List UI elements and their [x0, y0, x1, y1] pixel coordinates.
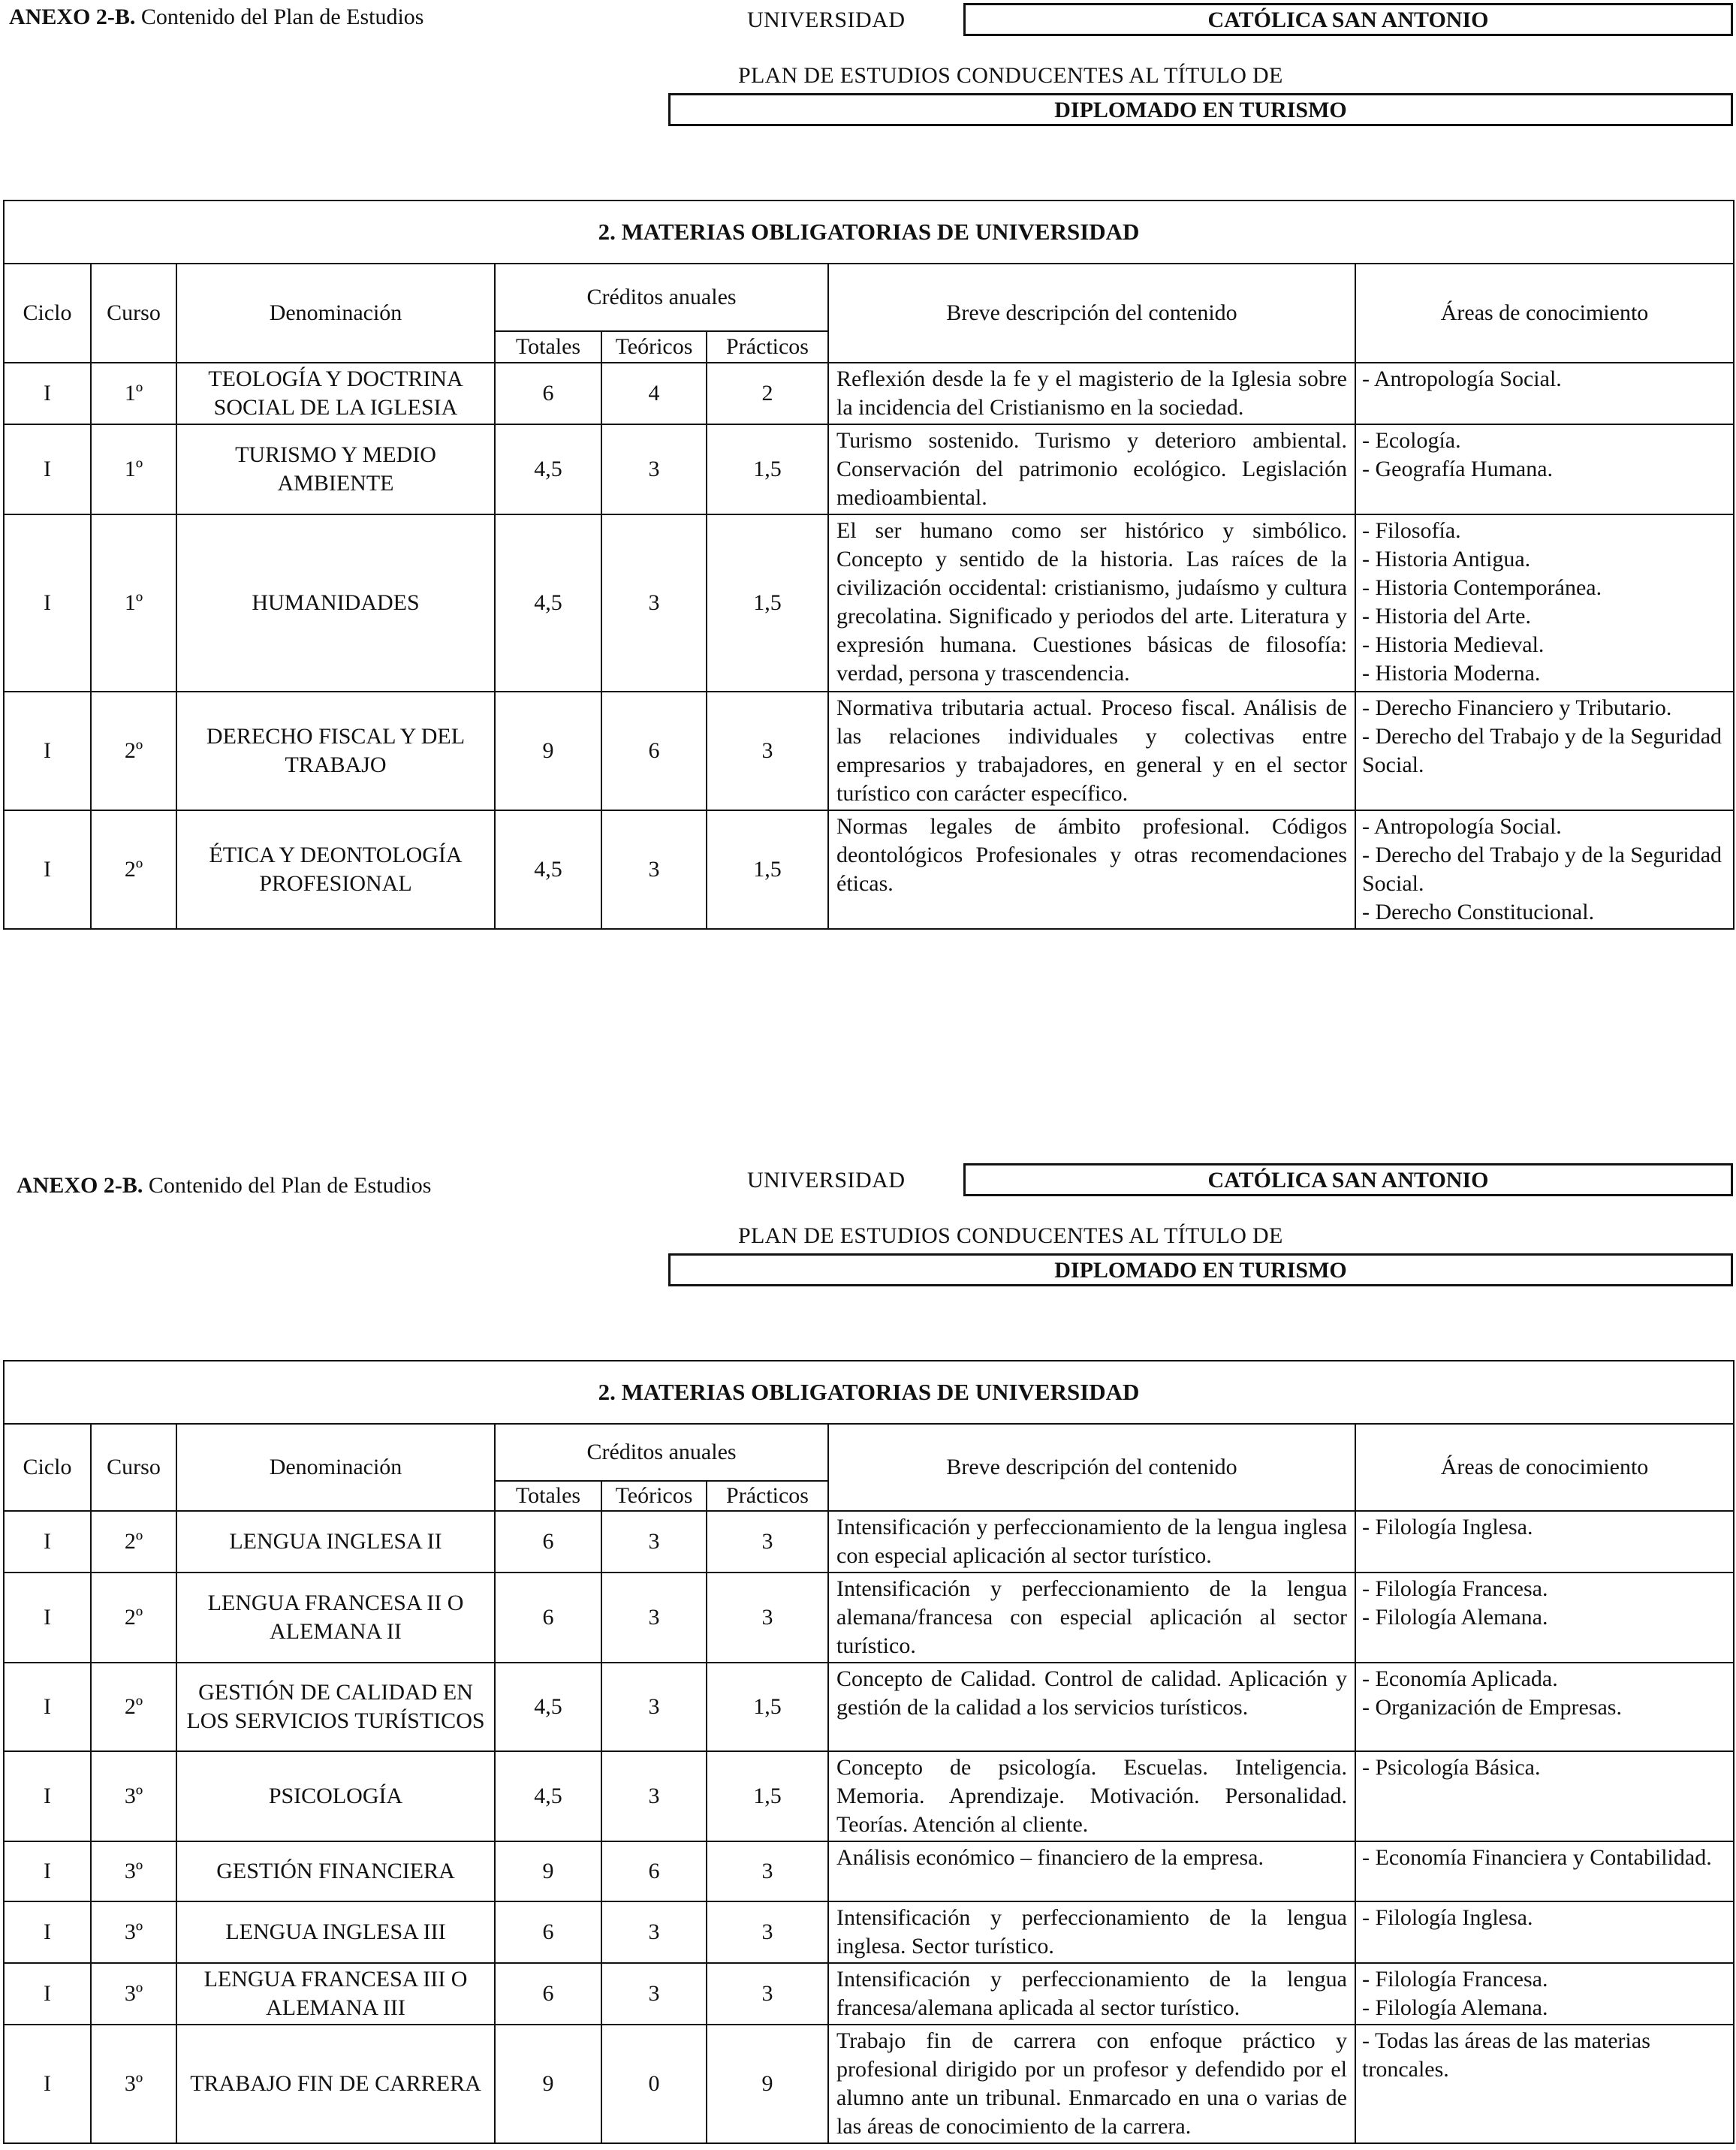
cell-totales: 9 — [495, 1841, 601, 1901]
cell-denominacion: TURISMO Y MEDIO AMBIENTE — [176, 424, 495, 514]
cell-descripcion: El ser humano como ser histórico y simbólico. Concepto y sentido de la historia. Las raíces de la civilización occidental: cristianismo, judaísmo y cultura grecolatina. Significado y periodos del arte. Literatura y expresión humana. Cuestiones básicas de filosofía: verdad, persona y trascendencia. — [828, 514, 1355, 692]
cell-areas — [1355, 514, 1734, 692]
cell-totales: 9 — [495, 692, 601, 810]
cell-ciclo: I — [4, 2025, 91, 2143]
area-item: - Historia Antigua. — [1362, 547, 1531, 571]
cell-curso: 3º — [91, 1901, 176, 1963]
cell-curso: 2º — [91, 1573, 176, 1663]
col-practicos: Prácticos — [707, 331, 828, 363]
area-item: - Geografía Humana. — [1362, 457, 1554, 481]
table-row — [4, 1841, 1734, 1901]
cell-denominacion: PSICOLOGÍA — [176, 1751, 495, 1841]
cell-teoricos: 3 — [601, 514, 707, 692]
cell-descripcion: Turismo sostenido. Turismo y deterioro ambiental. Conservación del patrimonio ecológico. Legislación medioambiental. — [828, 424, 1355, 514]
table-row — [4, 810, 1734, 929]
area-item: - Filología Inglesa. — [1362, 1905, 1533, 1930]
cell-ciclo: I — [4, 1573, 91, 1663]
cell-practicos: 1,5 — [707, 1751, 828, 1841]
cell-descripcion: Normas legales de ámbito profesional. Códigos deontológicos Profesionales y otras recomendaciones éticas. — [828, 810, 1355, 929]
cell-practicos: 3 — [707, 1573, 828, 1663]
col-descripcion: Breve descripción del contenido — [828, 1424, 1355, 1511]
cell-practicos: 1,5 — [707, 514, 828, 692]
cell-curso: 3º — [91, 1963, 176, 2025]
area-item: - Filología Alemana. — [1362, 1605, 1548, 1630]
section-title: 2. MATERIAS OBLIGATORIAS DE UNIVERSIDAD — [4, 1361, 1734, 1424]
cell-descripcion: Trabajo fin de carrera con enfoque práctico y profesional dirigido por un profesor y defendido por el alumno ante un tribunal. Enmarcado en una o varias de las áreas de conocimiento de la carrera. — [828, 2025, 1355, 2143]
col-curso: Curso — [91, 1424, 176, 1511]
cell-curso: 2º — [91, 1511, 176, 1573]
table-row — [4, 692, 1734, 810]
col-practicos: Prácticos — [707, 1481, 828, 1511]
table-row — [4, 1573, 1734, 1663]
cell-curso: 3º — [91, 1841, 176, 1901]
cell-ciclo: I — [4, 514, 91, 692]
cell-denominacion: HUMANIDADES — [176, 514, 495, 692]
col-denominacion: Denominación — [176, 1424, 495, 1511]
table-row — [4, 1963, 1734, 2025]
cell-curso: 2º — [91, 810, 176, 929]
section-title: 2. MATERIAS OBLIGATORIAS DE UNIVERSIDAD — [4, 201, 1734, 264]
table-row — [4, 424, 1734, 514]
cell-descripcion: Análisis económico – financiero de la empresa. — [828, 1841, 1355, 1901]
cell-areas — [1355, 1511, 1734, 1573]
area-item: - Derecho Financiero y Tributario. — [1362, 695, 1672, 720]
cell-areas — [1355, 424, 1734, 514]
cell-totales: 4,5 — [495, 810, 601, 929]
cell-teoricos: 3 — [601, 1663, 707, 1751]
cell-descripcion: Normativa tributaria actual. Proceso fiscal. Análisis de las relaciones individuales y colectivas entre empresarios y trabajadores, en general y en el sector turístico con carácter específico. — [828, 692, 1355, 810]
cell-ciclo: I — [4, 810, 91, 929]
area-item: - Economía Aplicada. — [1362, 1666, 1558, 1691]
cell-areas — [1355, 363, 1734, 424]
cell-totales: 6 — [495, 1901, 601, 1963]
cell-areas — [1355, 810, 1734, 929]
cell-totales: 9 — [495, 2025, 601, 2143]
table-row — [4, 1663, 1734, 1751]
subjects-table — [3, 200, 1734, 930]
area-item: - Filosofía. — [1362, 518, 1461, 543]
table-row — [4, 1751, 1734, 1841]
cell-curso: 1º — [91, 424, 176, 514]
area-item: - Derecho del Trabajo y de la Seguridad Social. — [1362, 843, 1722, 896]
cell-practicos: 3 — [707, 1511, 828, 1573]
cell-areas — [1355, 2025, 1734, 2143]
table-row — [4, 514, 1734, 692]
cell-curso: 1º — [91, 514, 176, 692]
table-row — [4, 1511, 1734, 1573]
area-item: - Psicología Básica. — [1362, 1755, 1541, 1780]
cell-denominacion: DERECHO FISCAL Y DEL TRABAJO — [176, 692, 495, 810]
cell-descripcion: Concepto de Calidad. Control de calidad. Aplicación y gestión de la calidad a los servicios turísticos. — [828, 1663, 1355, 1751]
cell-practicos: 1,5 — [707, 424, 828, 514]
area-item: - Filología Inglesa. — [1362, 1515, 1533, 1539]
cell-teoricos: 3 — [601, 1963, 707, 2025]
col-creditos: Créditos anuales — [495, 264, 828, 331]
area-item: - Organización de Empresas. — [1362, 1695, 1622, 1720]
area-item: - Antropología Social. — [1362, 814, 1562, 839]
cell-areas — [1355, 1901, 1734, 1963]
cell-totales: 6 — [495, 1573, 601, 1663]
cell-curso: 3º — [91, 1751, 176, 1841]
cell-practicos: 3 — [707, 1901, 828, 1963]
area-item: - Filología Francesa. — [1362, 1967, 1548, 1992]
cell-practicos: 1,5 — [707, 810, 828, 929]
cell-denominacion: TEOLOGÍA Y DOCTRINA SOCIAL DE LA IGLESIA — [176, 363, 495, 424]
cell-denominacion: LENGUA INGLESA II — [176, 1511, 495, 1573]
area-item: - Historia Moderna. — [1362, 661, 1541, 686]
cell-totales: 4,5 — [495, 424, 601, 514]
cell-ciclo: I — [4, 1511, 91, 1573]
cell-teoricos: 3 — [601, 1901, 707, 1963]
cell-curso: 3º — [91, 2025, 176, 2143]
cell-ciclo: I — [4, 1963, 91, 2025]
cell-areas — [1355, 1841, 1734, 1901]
university-name: CATÓLICA SAN ANTONIO — [963, 1163, 1733, 1196]
cell-denominacion: LENGUA FRANCESA II O ALEMANA II — [176, 1573, 495, 1663]
plan-label: PLAN DE ESTUDIOS CONDUCENTES AL TÍTULO DE — [738, 1223, 1283, 1248]
subjects-table — [3, 1360, 1734, 2144]
col-curso: Curso — [91, 264, 176, 363]
area-item: - Derecho Constitucional. — [1362, 900, 1595, 924]
degree-title: DIPLOMADO EN TURISMO — [668, 93, 1733, 126]
col-ciclo: Ciclo — [4, 264, 91, 363]
cell-teoricos: 6 — [601, 1841, 707, 1901]
cell-practicos: 3 — [707, 1963, 828, 2025]
degree-title: DIPLOMADO EN TURISMO — [668, 1253, 1733, 1286]
area-item: - Todas las áreas de las materias troncales. — [1362, 2028, 1650, 2082]
cell-denominacion: TRABAJO FIN DE CARRERA — [176, 2025, 495, 2143]
col-totales: Totales — [495, 331, 601, 363]
plan-label: PLAN DE ESTUDIOS CONDUCENTES AL TÍTULO DE — [738, 63, 1283, 88]
cell-denominacion: GESTIÓN DE CALIDAD EN LOS SERVICIOS TURÍSTICOS — [176, 1663, 495, 1751]
col-areas: Áreas de conocimiento — [1355, 264, 1734, 363]
area-item: - Filología Alemana. — [1362, 1995, 1548, 2020]
cell-curso: 2º — [91, 1663, 176, 1751]
plan-page-2 — [0, 1160, 1736, 2150]
cell-areas — [1355, 1751, 1734, 1841]
cell-ciclo: I — [4, 1901, 91, 1963]
cell-descripcion: Reflexión desde la fe y el magisterio de la Iglesia sobre la incidencia del Cristianismo en la sociedad. — [828, 363, 1355, 424]
cell-teoricos: 3 — [601, 424, 707, 514]
cell-practicos: 9 — [707, 2025, 828, 2143]
cell-ciclo: I — [4, 363, 91, 424]
col-denominacion: Denominación — [176, 264, 495, 363]
cell-ciclo: I — [4, 424, 91, 514]
cell-ciclo: I — [4, 692, 91, 810]
cell-totales: 6 — [495, 1511, 601, 1573]
annex-heading: ANEXO 2-B. Contenido del Plan de Estudios — [9, 5, 424, 29]
university-name: CATÓLICA SAN ANTONIO — [963, 3, 1733, 36]
cell-totales: 6 — [495, 1963, 601, 2025]
cell-denominacion: LENGUA INGLESA III — [176, 1901, 495, 1963]
area-item: - Antropología Social. — [1362, 366, 1562, 391]
cell-totales: 4,5 — [495, 1751, 601, 1841]
col-areas: Áreas de conocimiento — [1355, 1424, 1734, 1511]
university-label: UNIVERSIDAD — [747, 1168, 906, 1193]
cell-denominacion: GESTIÓN FINANCIERA — [176, 1841, 495, 1901]
university-label: UNIVERSIDAD — [747, 8, 906, 32]
cell-teoricos: 0 — [601, 2025, 707, 2143]
col-totales: Totales — [495, 1481, 601, 1511]
cell-curso: 1º — [91, 363, 176, 424]
cell-descripcion: Intensificación y perfeccionamiento de la lengua alemana/francesa con especial aplicación al sector turístico. — [828, 1573, 1355, 1663]
cell-ciclo: I — [4, 1663, 91, 1751]
cell-totales: 6 — [495, 363, 601, 424]
cell-practicos: 2 — [707, 363, 828, 424]
cell-areas — [1355, 1663, 1734, 1751]
cell-denominacion: ÉTICA Y DEONTOLOGÍA PROFESIONAL — [176, 810, 495, 929]
cell-descripcion: Intensificación y perfeccionamiento de la lengua francesa/alemana aplicada al sector turístico. — [828, 1963, 1355, 2025]
col-ciclo: Ciclo — [4, 1424, 91, 1511]
cell-practicos: 1,5 — [707, 1663, 828, 1751]
col-creditos: Créditos anuales — [495, 1424, 828, 1481]
cell-teoricos: 3 — [601, 810, 707, 929]
cell-practicos: 3 — [707, 1841, 828, 1901]
cell-ciclo: I — [4, 1751, 91, 1841]
cell-teoricos: 6 — [601, 692, 707, 810]
cell-practicos: 3 — [707, 692, 828, 810]
area-item: - Historia Medieval. — [1362, 632, 1545, 657]
table-row — [4, 1901, 1734, 1963]
cell-descripcion: Intensificación y perfeccionamiento de la lengua inglesa con especial aplicación al sector turístico. — [828, 1511, 1355, 1573]
area-item: - Derecho del Trabajo y de la Seguridad Social. — [1362, 724, 1722, 777]
table-row — [4, 2025, 1734, 2143]
area-item: - Economía Financiera y Contabilidad. — [1362, 1845, 1712, 1870]
area-item: - Historia del Arte. — [1362, 604, 1531, 629]
col-descripcion: Breve descripción del contenido — [828, 264, 1355, 363]
cell-descripcion: Concepto de psicología. Escuelas. Inteligencia. Memoria. Aprendizaje. Motivación. Personalidad. Teorías. Atención al cliente. — [828, 1751, 1355, 1841]
cell-curso: 2º — [91, 692, 176, 810]
cell-descripcion: Intensificación y perfeccionamiento de la lengua inglesa. Sector turístico. — [828, 1901, 1355, 1963]
area-item: - Historia Contemporánea. — [1362, 575, 1602, 600]
cell-totales: 4,5 — [495, 514, 601, 692]
cell-totales: 4,5 — [495, 1663, 601, 1751]
area-item: - Filología Francesa. — [1362, 1576, 1548, 1601]
cell-teoricos: 3 — [601, 1751, 707, 1841]
col-teoricos: Teóricos — [601, 1481, 707, 1511]
table-row — [4, 363, 1734, 424]
annex-heading: ANEXO 2-B. Contenido del Plan de Estudios — [17, 1173, 432, 1198]
col-teoricos: Teóricos — [601, 331, 707, 363]
cell-teoricos: 3 — [601, 1511, 707, 1573]
cell-areas — [1355, 692, 1734, 810]
cell-areas — [1355, 1963, 1734, 2025]
cell-denominacion: LENGUA FRANCESA III O ALEMANA III — [176, 1963, 495, 2025]
cell-ciclo: I — [4, 1841, 91, 1901]
cell-teoricos: 3 — [601, 1573, 707, 1663]
cell-areas — [1355, 1573, 1734, 1663]
area-item: - Ecología. — [1362, 428, 1461, 453]
cell-teoricos: 4 — [601, 363, 707, 424]
